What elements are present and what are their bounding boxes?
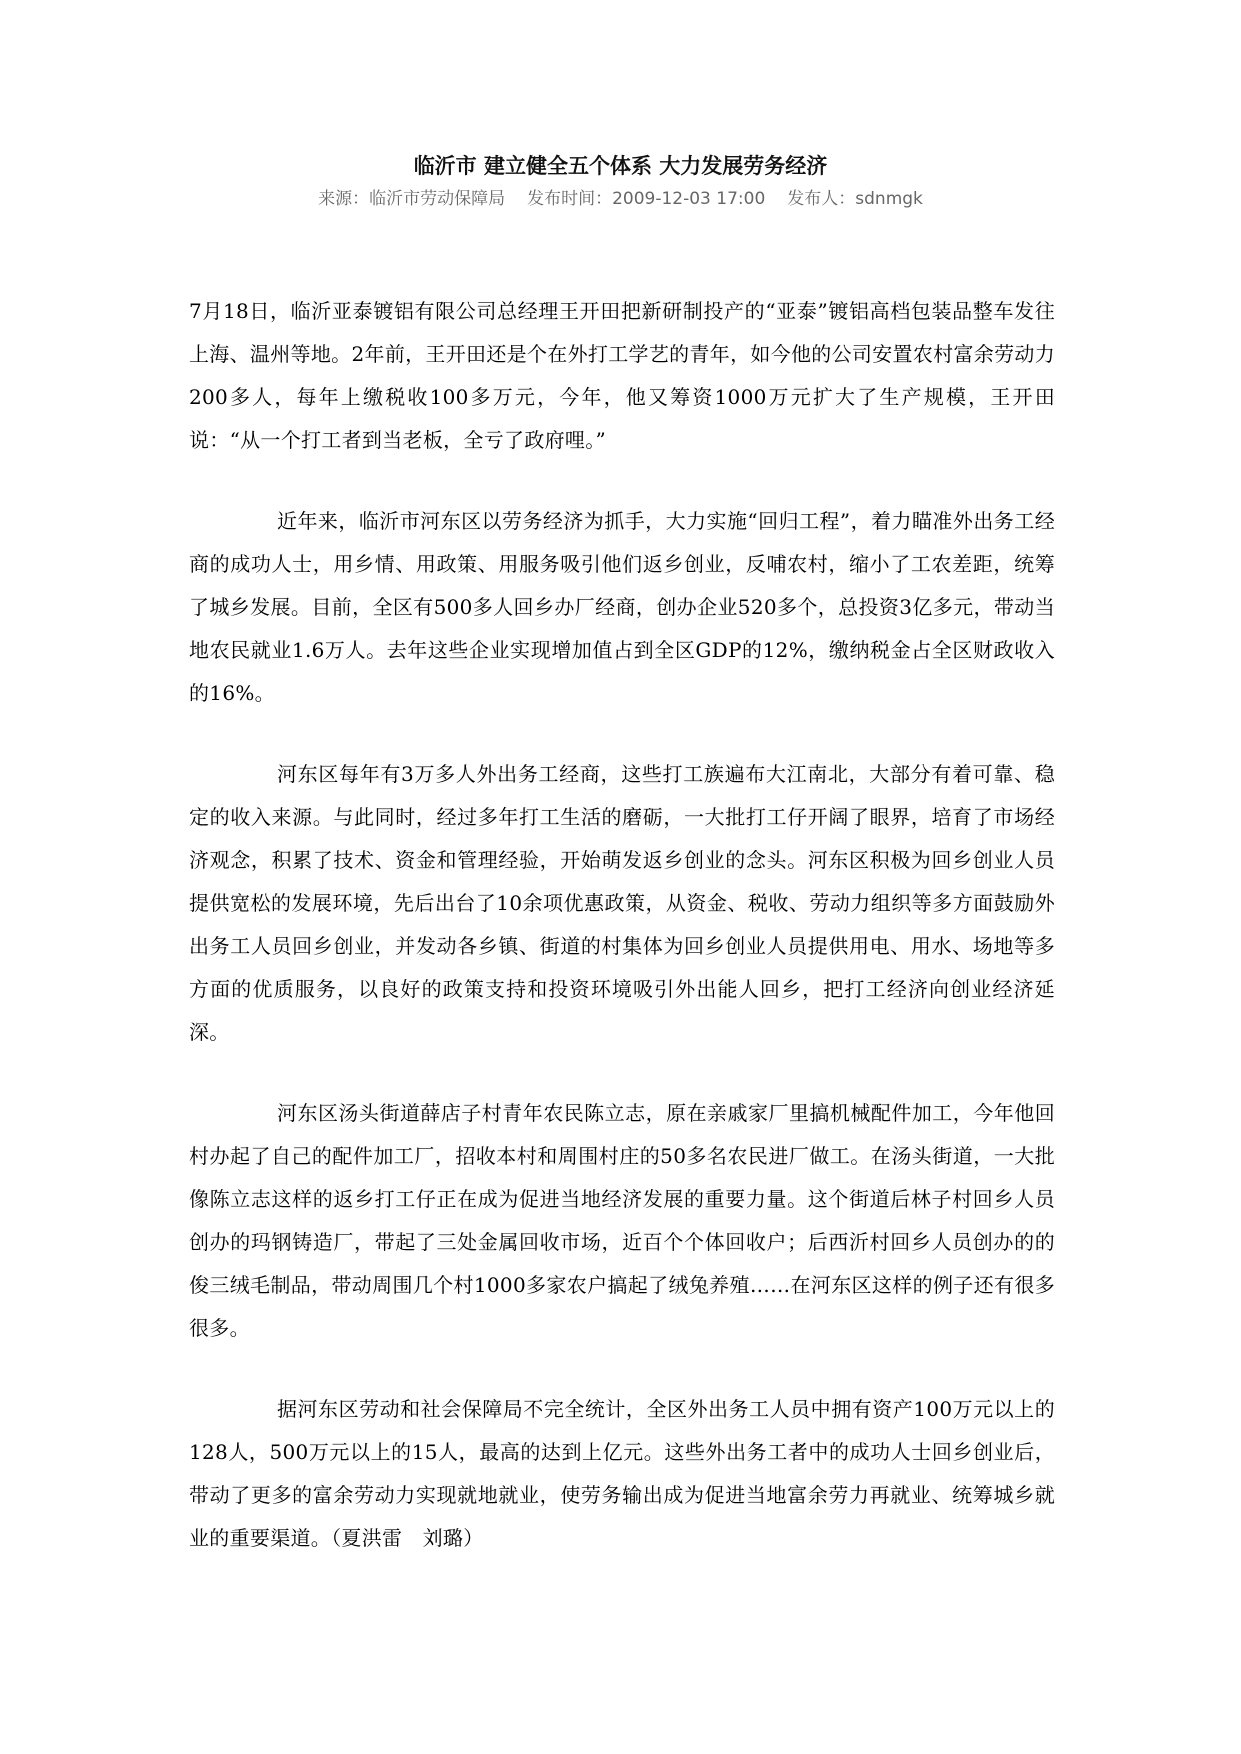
article-meta xyxy=(0,186,1241,212)
paragraph: 近年来，临沂市河东区以劳务经济为抓手，大力实施“回归工程”，着力瞄准外出务工经商的成功人士，用乡情、用政策、用服务吸引他们返乡创业，反哺农村，缩小了工农差距，统筹了城乡发展。目前，全区有500多人回乡办厂经商，创办企业520多个，总投资3亿多元，带动当地农民就业1.6万人。去年这些企业实现增加值占到全区GDP的12%，缴纳税金占全区财政收入的16%。 xyxy=(189,509,1055,705)
meta-source: 来源：临沂市劳动保障局 xyxy=(318,189,506,209)
article-body xyxy=(189,290,1055,1598)
paragraph: 河东区每年有3万多人外出务工经商，这些打工族遍布大江南北，大部分有着可靠、稳定的收入来源。与此同时，经过多年打工生活的磨砺，一大批打工仔开阔了眼界，培育了市场经济观念，积累了技术、资金和管理经验，开始萌发返乡创业的念头。河东区积极为回乡创业人员提供宽松的发展环境，先后出台了10余项优惠政策，从资金、税收、劳动力组织等多方面鼓励外出务工人员回乡创业，并发动各乡镇、街道的村集体为回乡创业人员提供用电、用水、场地等多方面的优质服务，以良好的政策支持和投资环境吸引外出能人回乡，把打工经济向创业经济延深。 xyxy=(189,762,1055,1044)
paragraph: 据河东区劳动和社会保障局不完全统计，全区外出务工人员中拥有资产100万元以上的128人，500万元以上的15人，最高的达到上亿元。这些外出务工者中的成功人士回乡创业后，带动了更多的富余劳动力实现就地就业，使劳务输出成为促进当地富余劳力再就业、统筹城乡就业的重要渠道。（夏洪雷 刘璐） xyxy=(189,1397,1055,1550)
paragraph: 河东区汤头街道薛店子村青年农民陈立志，原在亲戚家厂里搞机械配件加工，今年他回村办起了自己的配件加工厂，招收本村和周围村庄的50多名农民进厂做工。在汤头街道，一大批像陈立志这样的返乡打工仔正在成为促进当地经济发展的重要力量。这个街道后林子村回乡人员创办的玛钢铸造厂，带起了三处金属回收市场，近百个个体回收户；后西沂村回乡人员创办的的俊三绒毛制品，带动周围几个村1000多家农户搞起了绒兔养殖……在河东区这样的例子还有很多很多。 xyxy=(189,1101,1055,1340)
meta-publisher: 发布人：sdnmgk xyxy=(787,189,923,209)
paragraph: 7月18日，临沂亚泰镀铝有限公司总经理王开田把新研制投产的“亚泰”镀铝高档包装品整车发往上海、温州等地。2年前，王开田还是个在外打工学艺的青年，如今他的公司安置农村富余劳动力200多人，每年上缴税收100多万元，今年，他又筹资1000万元扩大了生产规模，王开田说：“从一个打工者到当老板，全亏了政府哩。” xyxy=(189,299,1055,452)
article-title: 临沂市 建立健全五个体系 大力发展劳务经济 xyxy=(413,154,828,178)
meta-time: 发布时间：2009-12-03 17:00 xyxy=(527,189,766,209)
